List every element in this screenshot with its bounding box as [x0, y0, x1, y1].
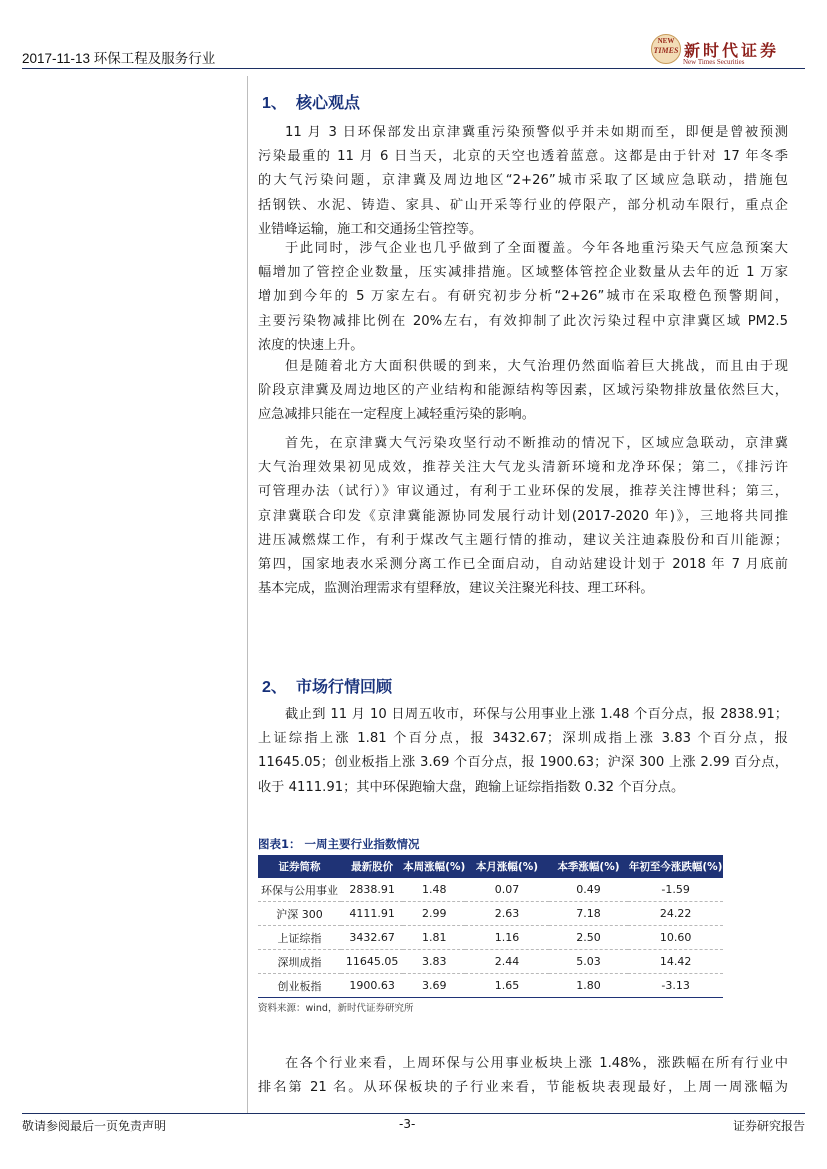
table-cell: 1.16 — [465, 926, 548, 950]
text-line: 截止到 11 月 10 日周五收市，环保与公用事业上涨 1.48 个百分点，报 2838.91； — [285, 707, 788, 722]
section-1-paragraph-3 — [258, 355, 788, 428]
table-cell: 2838.91 — [341, 878, 403, 902]
column-header: 最新股价 — [341, 855, 403, 878]
table-cell: 上证综指 — [258, 926, 341, 950]
table-header-row — [258, 855, 723, 878]
column-header: 证券简称 — [258, 855, 341, 878]
table-cell: 24.22 — [628, 902, 723, 926]
margin-rule — [247, 76, 248, 1113]
text-line: 的大气污染问题，京津冀及周边地区“2+26”城市采取了区域应急联动，措施包 — [258, 173, 788, 189]
table-cell: -3.13 — [628, 974, 723, 998]
column-header: 年初至今涨跌幅(%) — [628, 855, 723, 878]
section-1-paragraph-1 — [258, 121, 788, 242]
text-line: 主要污染物减排比例在 20%左右，有效抑制了此次污染过程中京津冀区域 PM2.5 — [258, 313, 788, 329]
table-row — [258, 974, 723, 998]
section-2-heading — [262, 674, 392, 697]
table-title: 图表1： 一周主要行业指数情况 — [258, 837, 420, 851]
table-cell: 11645.05 — [341, 950, 403, 974]
section-1-paragraph-4 — [258, 432, 788, 601]
header-date-industry: 2017-11-13 环保工程及服务行业 — [22, 51, 216, 66]
table-cell: 3432.67 — [341, 926, 403, 950]
table-cell: 1900.63 — [341, 974, 403, 998]
text-line: 大气治理效果初见成效，推荐关注大气龙头清新环境和龙净环保；第二，《排污许 — [258, 460, 788, 476]
table-cell: 2.99 — [403, 902, 465, 926]
table-row — [258, 902, 723, 926]
logo-badge-top: NEW — [657, 37, 675, 45]
table-cell: 环保与公用事业 — [258, 878, 341, 902]
text-line: 污染最重的 11 月 6 日当天，北京的天空也透着蓝意。这都是由于针对 17 年冬季 — [258, 149, 788, 165]
text-line: 在各个行业来看，上周环保与公用事业板块上涨 1.48%，涨跌幅在所有行业中 — [285, 1056, 788, 1071]
table-cell: 0.07 — [465, 878, 548, 902]
table-cell: 2.44 — [465, 950, 548, 974]
text-line: 增加到今年的 5 万家左右。有研究初步分析“2+26”城市在采取橙色预警期间， — [258, 289, 788, 305]
column-header: 本季涨幅(%) — [549, 855, 629, 878]
table-cell: 创业板指 — [258, 974, 341, 998]
table-cell: 14.42 — [628, 950, 723, 974]
index-performance-table — [258, 855, 723, 998]
text-line: 浓度的快速上升。 — [258, 337, 364, 353]
table-cell: 3.69 — [403, 974, 465, 998]
text-line: 业错峰运输，施工和交通扬尘管控等。 — [258, 221, 483, 237]
table-cell: 1.80 — [549, 974, 629, 998]
table-row — [258, 878, 723, 902]
table-cell: 5.03 — [549, 950, 629, 974]
table-row — [258, 950, 723, 974]
section-3-paragraph — [258, 1052, 788, 1100]
table-row — [258, 926, 723, 950]
section-1-number: 1、 — [262, 95, 287, 112]
text-line: 可管理办法（试行）》审议通过，有利于工业环保的发展，推荐关注博世科；第三， — [258, 484, 788, 500]
table-cell: 4111.91 — [341, 902, 403, 926]
company-logo-icon — [651, 34, 681, 64]
table-cell: 沪深 300 — [258, 902, 341, 926]
section-1-heading — [262, 90, 360, 113]
table-cell: -1.59 — [628, 878, 723, 902]
text-line: 进压减燃煤工作，有利于煤改气主题行情的推动，建议关注迪森股份和百川能源； — [258, 532, 788, 548]
table-cell: 深圳成指 — [258, 950, 341, 974]
text-line: 11645.05；创业板指上涨 3.69 个百分点，报 1900.63；沪深 300 上涨 2.99 百分点， — [258, 755, 788, 771]
company-subtitle: New Times Securities — [683, 58, 745, 66]
header-divider — [22, 68, 805, 69]
text-line: 阶段京津冀及周边地区的产业结构和能源结构等因素，区域污染物排放量依然巨大， — [258, 383, 788, 399]
table-source: 资料来源：wind，新时代证券研究所 — [258, 1003, 414, 1014]
table-cell: 10.60 — [628, 926, 723, 950]
text-line: 括钢铁、水泥、铸造、家具、矿山开采等行业的停限产，部分机动车限行，重点企 — [258, 197, 788, 213]
text-line: 上证综指上涨 1.81 个百分点，报 3432.67；深圳成指上涨 3.83 个百分点，报 — [258, 731, 788, 747]
text-line: 基本完成，监测治理需求有望释放，建议关注聚光科技、理工环科。 — [258, 581, 654, 597]
text-line: 应急减排只能在一定程度上减轻重污染的影响。 — [258, 407, 535, 423]
text-line: 京津冀联合印发《京津冀能源协同发展行动计划(2017-2020 年)》，三地将共同推 — [258, 508, 788, 524]
text-line: 幅增加了管控企业数量，压实减排措施。区域整体管控企业数量从去年的近 1 万家 — [258, 265, 788, 281]
footer-report-type: 证券研究报告 — [732, 1119, 805, 1133]
company-name: 新时代证券 — [684, 41, 780, 60]
section-2-title: 市场行情回顾 — [296, 677, 393, 696]
page-number: -3- — [399, 1117, 416, 1131]
table-cell: 2.63 — [465, 902, 548, 926]
section-2-number: 2、 — [262, 679, 287, 696]
text-line: 排名第 21 名。从环保板块的子行业来看，节能板块表现最好，上周一周涨幅为 — [258, 1080, 788, 1096]
table-cell: 1.48 — [403, 878, 465, 902]
text-line: 11 月 3 日环保部发出京津冀重污染预警似乎并未如期而至，即便是曾被预测 — [285, 125, 788, 140]
text-line: 于此同时，涉气企业也几乎做到了全面覆盖。今年各地重污染天气应急预案大 — [285, 241, 788, 256]
text-line: 但是随着北方大面积供暖的到来，大气治理仍然面临着巨大挑战，而且由于现 — [285, 359, 788, 374]
table-cell: 0.49 — [549, 878, 629, 902]
footer-disclaimer: 敬请参阅最后一页免责声明 — [22, 1119, 167, 1133]
section-2-paragraph-1 — [258, 703, 788, 800]
table-cell: 3.83 — [403, 950, 465, 974]
text-line: 首先，在京津冀大气污染攻坚行动不断推动的情况下，区域应急联动，京津冀 — [285, 436, 788, 451]
text-line: 第四，国家地表水采测分离工作已全面启动，自动站建设计划于 2018 年 7 月底前 — [258, 556, 788, 572]
table-cell: 7.18 — [549, 902, 629, 926]
column-header: 本周涨幅(%) — [403, 855, 465, 878]
logo-badge-bottom: TIMES — [653, 46, 679, 55]
section-1-paragraph-2 — [258, 237, 788, 358]
table-cell: 1.81 — [403, 926, 465, 950]
section-1-title: 核心观点 — [296, 93, 361, 112]
column-header: 本月涨幅(%) — [465, 855, 548, 878]
table-cell: 1.65 — [465, 974, 548, 998]
text-line: 收于 4111.91；其中环保跑输大盘，跑输上证综指指数 0.32 个百分点。 — [258, 779, 685, 795]
footer-divider — [22, 1113, 805, 1114]
table-cell: 2.50 — [549, 926, 629, 950]
